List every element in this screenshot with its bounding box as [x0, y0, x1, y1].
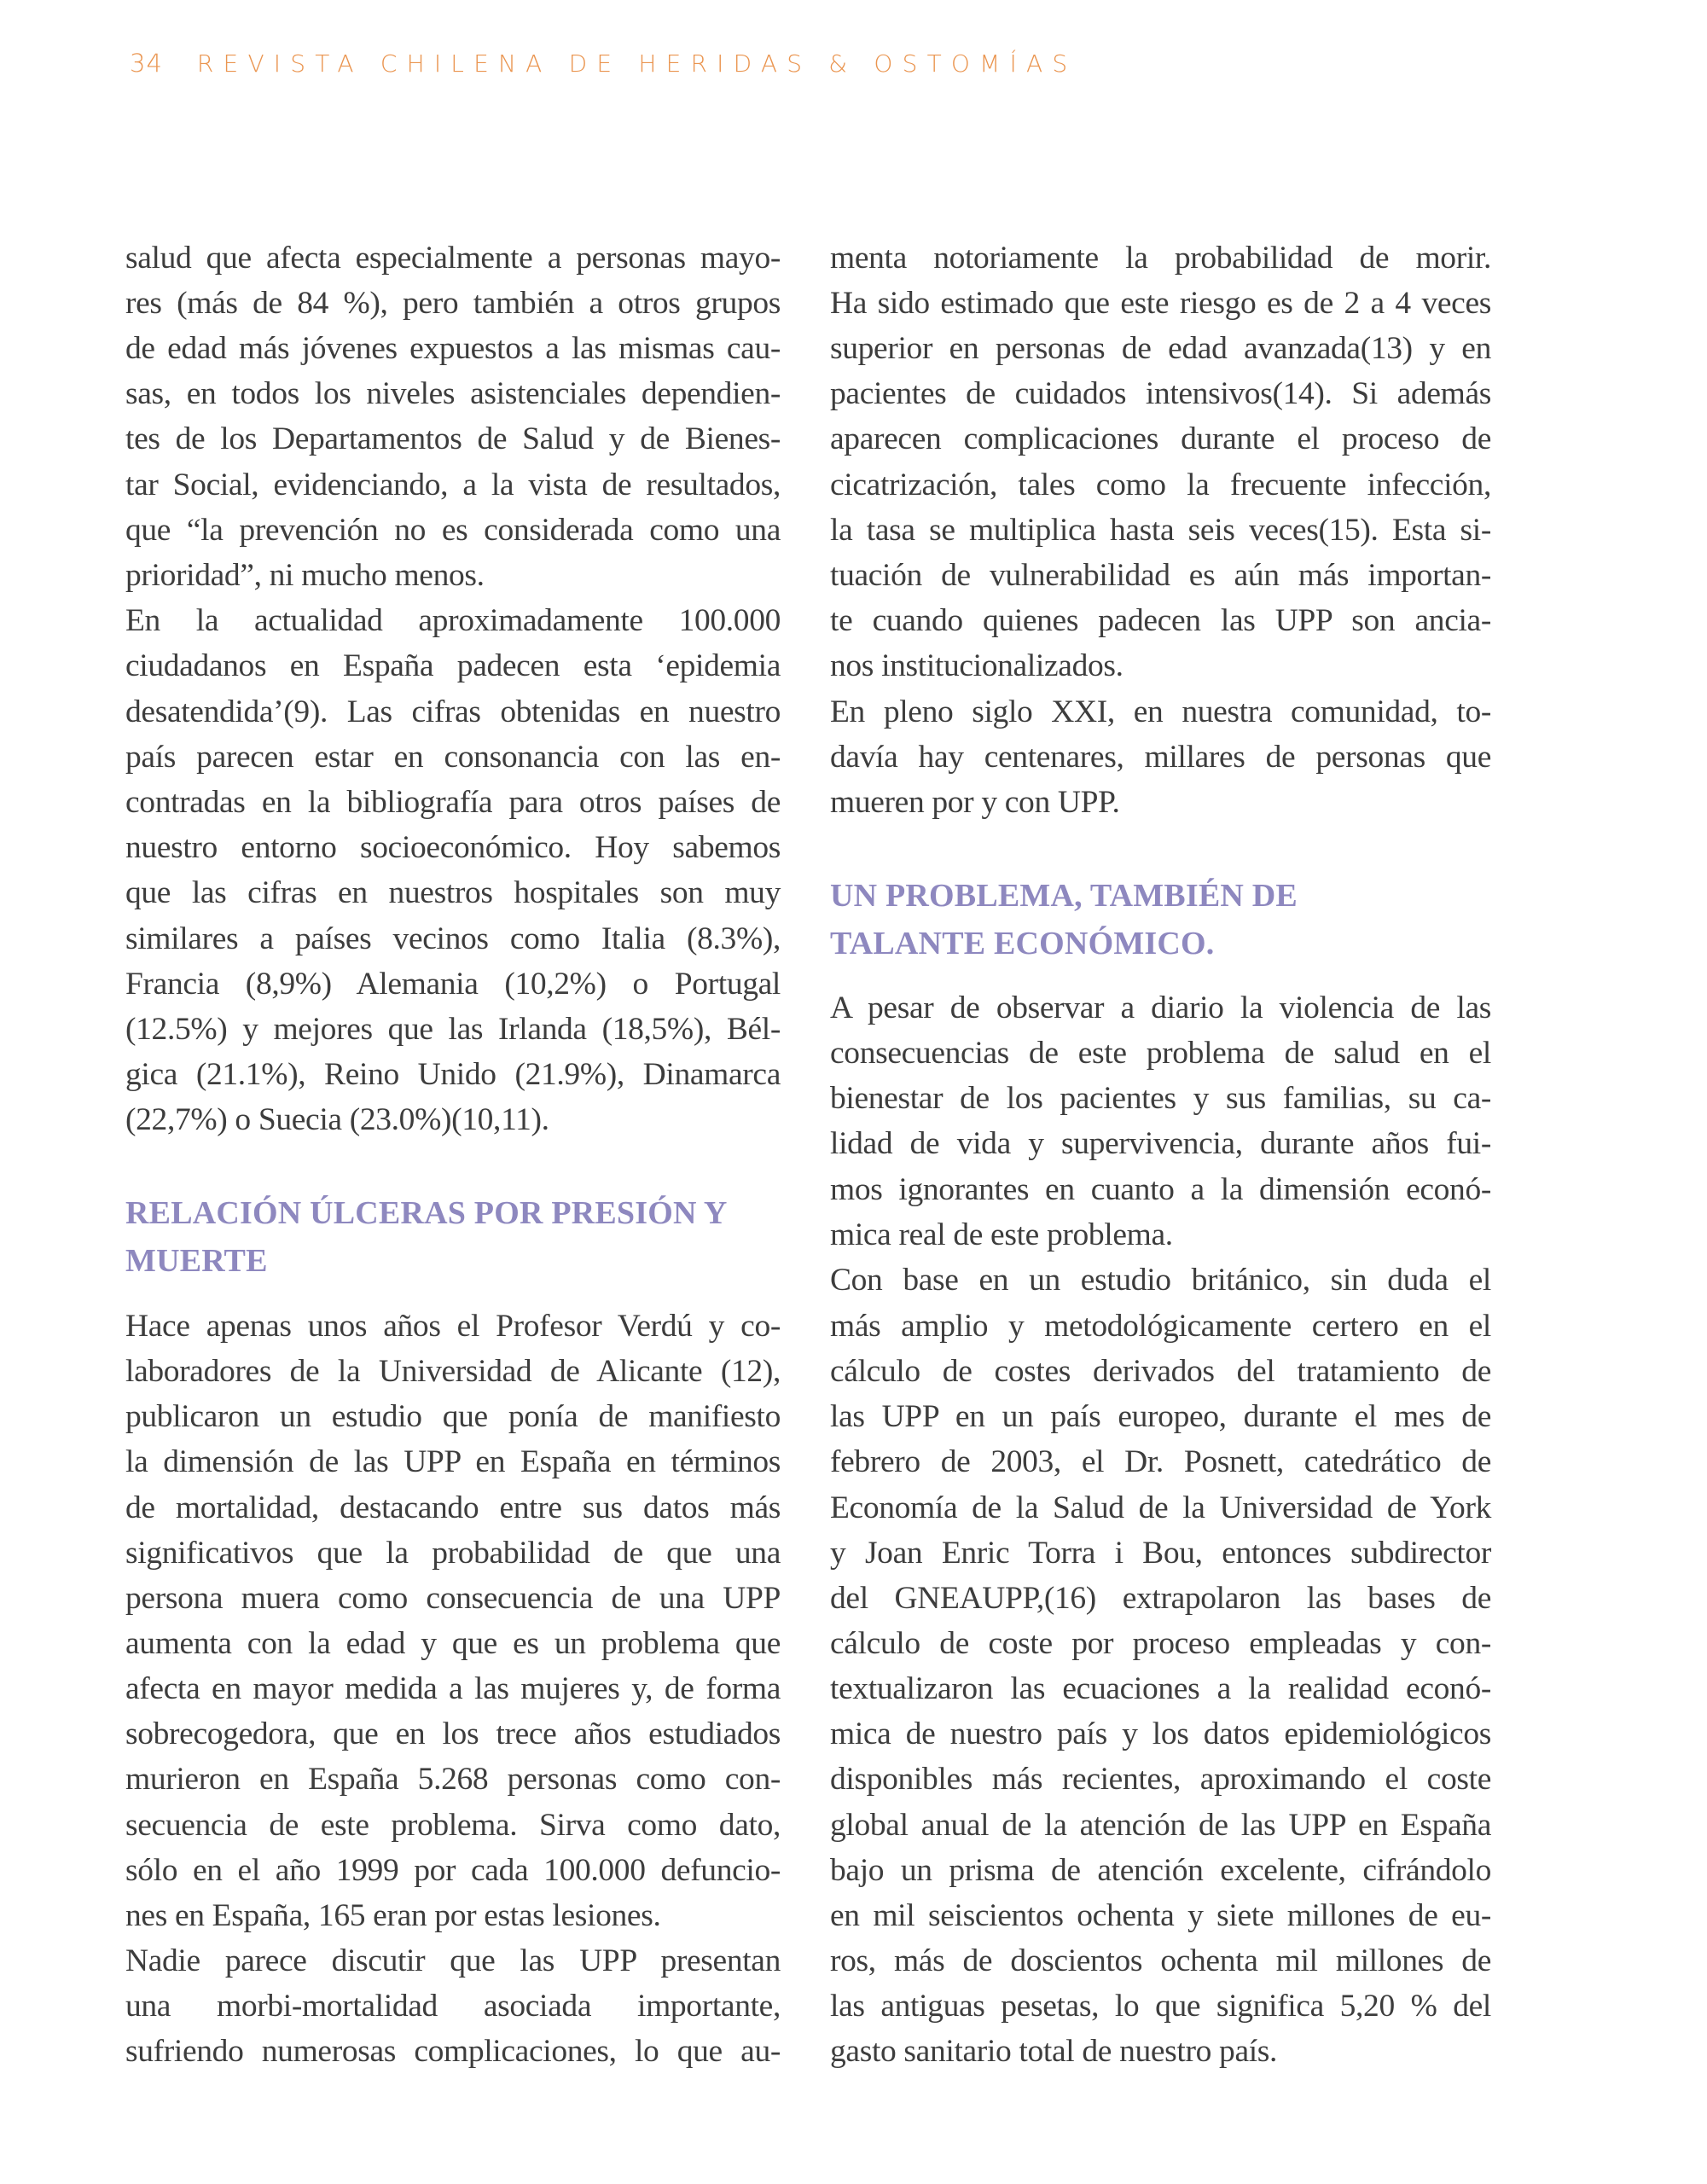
- text-line: que las cifras en nuestros hospitales son muy: [125, 875, 781, 910]
- text-line: sas, en todos los niveles asistenciales dependien-: [125, 376, 781, 411]
- text-line: laboradores de la Universidad de Alicante (12),: [125, 1354, 781, 1389]
- text-line: que “la prevención no es considerada como una: [125, 513, 781, 548]
- text-line: gica (21.1%), Reino Unido (21.9%), Dinamarca: [125, 1057, 781, 1092]
- text-line: salud que afecta especialmente a personas mayo-: [125, 241, 781, 276]
- text-line: prioridad”, ni mucho menos.: [125, 558, 485, 593]
- text-line: Hace apenas unos años el Profesor Verdú y co-: [125, 1309, 781, 1344]
- text-line: (22,7%) o Suecia (23.0%)(10,11).: [125, 1102, 549, 1137]
- running-header: [130, 48, 1077, 78]
- text-line: consecuencias de este problema de salud en el: [830, 1036, 1491, 1071]
- text-line: febrero de 2003, el Dr. Posnett, catedrático de: [830, 1444, 1491, 1479]
- text-line: país parecen estar en consonancia con las en-: [125, 740, 781, 775]
- text-line: desatendida’(9). Las cifras obtenidas en nuestro: [125, 694, 781, 729]
- heading-line: TALANTE ECONÓMICO.: [830, 926, 1215, 961]
- text-line: ciudadanos en España padecen esta ‘epidemia: [125, 648, 781, 683]
- text-line: significativos que la probabilidad de que una: [125, 1536, 781, 1571]
- text-line: disponibles más recientes, aproximando el coste: [830, 1762, 1491, 1797]
- text-line: nes en España, 165 eran por estas lesiones.: [125, 1898, 661, 1933]
- text-line: bajo un prisma de atención excelente, cifrándolo: [830, 1853, 1491, 1888]
- text-line: publicaron un estudio que ponía de manifiesto: [125, 1399, 781, 1434]
- text-line: Francia (8,9%) Alemania (10,2%) o Portugal: [125, 967, 781, 1002]
- text-line: tar Social, evidenciando, a la vista de resultados,: [125, 468, 781, 502]
- text-line: del GNEAUPP,(16) extrapolaron las bases de: [830, 1581, 1491, 1616]
- text-line: mueren por y con UPP.: [830, 785, 1120, 820]
- text-line: la tasa se multiplica hasta seis veces(15). Esta si-: [830, 513, 1491, 548]
- text-line: Con base en un estudio británico, sin duda el: [830, 1263, 1491, 1298]
- text-line: en mil seiscientos ochenta y siete millones de eu-: [830, 1898, 1491, 1933]
- text-line: murieron en España 5.268 personas como con-: [125, 1762, 781, 1797]
- text-line: cálculo de costes derivados del tratamiento de: [830, 1354, 1491, 1389]
- text-line: bienestar de los pacientes y sus familias, su ca-: [830, 1081, 1491, 1116]
- text-line: las UPP en un país europeo, durante el mes de: [830, 1399, 1491, 1434]
- text-line: res (más de 84 %), pero también a otros grupos: [125, 286, 781, 321]
- text-line: de mortalidad, destacando entre sus datos más: [125, 1490, 781, 1525]
- text-line: afecta en mayor medida a las mujeres y, de forma: [125, 1671, 781, 1706]
- text-line: tes de los Departamentos de Salud y de Bienes-: [125, 421, 781, 456]
- text-line: similares a países vecinos como Italia (8.3%),: [125, 921, 781, 956]
- text-line: persona muera como consecuencia de una UPP: [125, 1581, 781, 1616]
- text-line: davía hay centenares, millares de personas que: [830, 740, 1491, 775]
- text-line: cicatrización, tales como la frecuente infección,: [830, 468, 1491, 502]
- text-line: una morbi-mortalidad asociada importante,: [125, 1989, 781, 2024]
- text-line: mos ignorantes en cuanto a la dimensión econó-: [830, 1172, 1491, 1207]
- text-line: (12.5%) y mejores que las Irlanda (18,5%), Bél-: [125, 1012, 781, 1047]
- text-line: nos institucionalizados.: [830, 648, 1123, 683]
- heading-line: MUERTE: [125, 1243, 268, 1279]
- text-line: gasto sanitario total de nuestro país.: [830, 2034, 1278, 2069]
- text-line: textualizaron las ecuaciones a la realidad econó-: [830, 1671, 1491, 1706]
- text-line: superior en personas de edad avanzada(13) y en: [830, 331, 1491, 366]
- text-line: sufriendo numerosas complicaciones, lo que au-: [125, 2034, 781, 2069]
- text-line: sólo en el año 1999 por cada 100.000 defuncio-: [125, 1853, 781, 1888]
- text-line: mica real de este problema.: [830, 1217, 1173, 1252]
- text-line: contradas en la bibliografía para otros países de: [125, 785, 781, 820]
- text-line: lidad de vida y supervivencia, durante años fui-: [830, 1126, 1491, 1161]
- text-line: secuencia de este problema. Sirva como dato,: [125, 1808, 781, 1843]
- text-line: En la actualidad aproximadamente 100.000: [125, 603, 781, 638]
- text-line: sobrecogedora, que en los trece años estudiados: [125, 1716, 781, 1751]
- text-line: global anual de la atención de las UPP en España: [830, 1808, 1491, 1843]
- text-line: Nadie parece discutir que las UPP presentan: [125, 1943, 781, 1978]
- text-line: nuestro entorno socioeconómico. Hoy sabemos: [125, 830, 781, 865]
- text-line: ros, más de doscientos ochenta mil millones de: [830, 1943, 1491, 1978]
- heading-line: RELACIÓN ÚLCERAS POR PRESIÓN Y: [125, 1195, 728, 1231]
- text-line: aparecen complicaciones durante el proceso de: [830, 421, 1491, 456]
- text-line: más amplio y metodológicamente certero en el: [830, 1309, 1491, 1344]
- text-line: Economía de la Salud de la Universidad de York: [830, 1490, 1491, 1525]
- text-line: pacientes de cuidados intensivos(14). Si además: [830, 376, 1491, 411]
- page-number: 34: [130, 49, 163, 78]
- text-line: menta notoriamente la probabilidad de morir.: [830, 241, 1491, 276]
- text-line: tuación de vulnerabilidad es aún más importan-: [830, 558, 1491, 593]
- text-line: las antiguas pesetas, lo que significa 5,20 % del: [830, 1989, 1491, 2024]
- heading-line: UN PROBLEMA, TAMBIÉN DE: [830, 878, 1298, 914]
- text-line: y Joan Enric Torra i Bou, entonces subdirector: [830, 1536, 1491, 1571]
- text-line: de edad más jóvenes expuestos a las mismas cau-: [125, 331, 781, 366]
- journal-title: REVISTA CHILENA DE HERIDAS & OSTOMÍAS: [196, 49, 1077, 78]
- text-line: Ha sido estimado que este riesgo es de 2 a 4 veces: [830, 286, 1491, 321]
- text-line: la dimensión de las UPP en España en términos: [125, 1444, 781, 1479]
- text-line: En pleno siglo XXI, en nuestra comunidad, to-: [830, 694, 1491, 729]
- text-line: A pesar de observar a diario la violencia de las: [830, 990, 1491, 1025]
- text-line: te cuando quienes padecen las UPP son ancia-: [830, 603, 1491, 638]
- text-line: cálculo de coste por proceso empleadas y con-: [830, 1626, 1491, 1661]
- text-line: mica de nuestro país y los datos epidemiológicos: [830, 1716, 1491, 1751]
- text-line: aumenta con la edad y que es un problema que: [125, 1626, 781, 1661]
